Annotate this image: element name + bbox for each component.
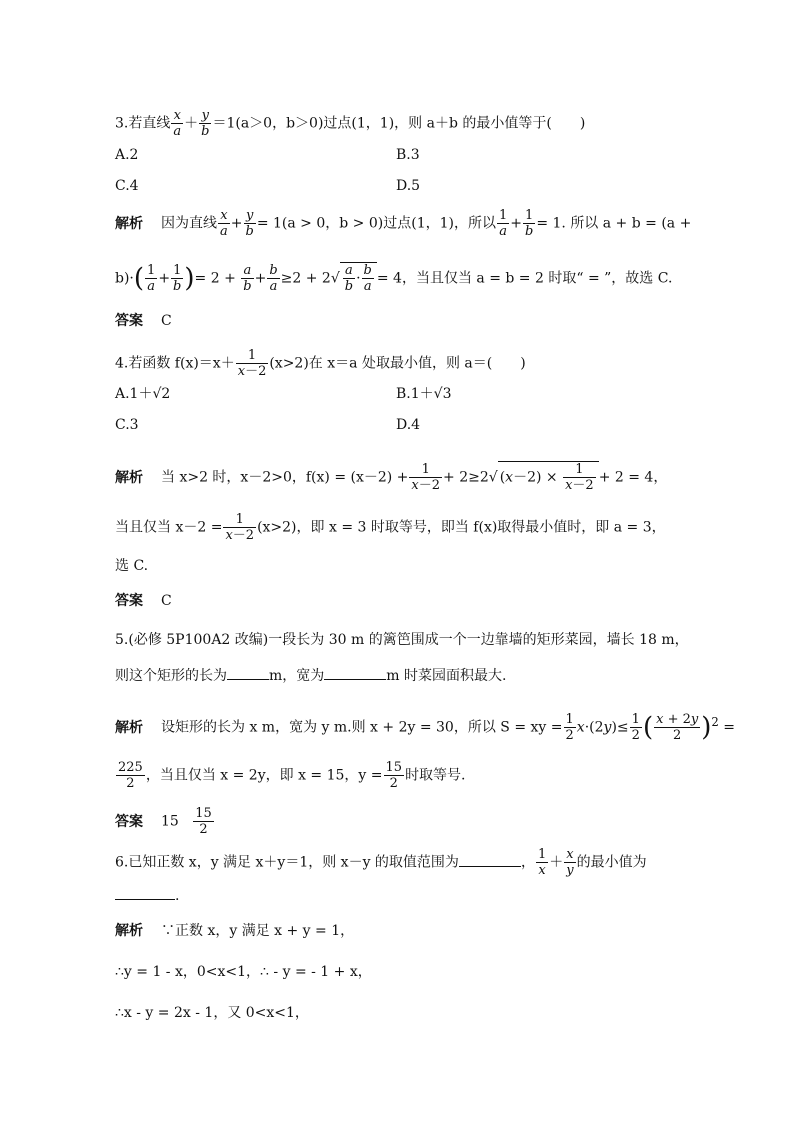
q3-stem: 3.若直线 $\frac{x}{a}$ ＋ $\frac{y}{b}$ ＝1(a＞0，b＞0)过点(1，1)，则 a＋b 的最小值等于( ) (115, 108, 586, 139)
q3-option-c[interactable]: C.4 (115, 178, 139, 194)
q3-option-a[interactable]: A.2 (115, 147, 139, 163)
fraction-x-over-a: $\frac{x}{a}$ (173, 108, 182, 139)
q4-option-d[interactable]: D.4 (396, 417, 421, 433)
q6-stem-line2: . (115, 885, 179, 906)
q5-answer: 答案 15 $\frac{15}{2}$ (115, 806, 212, 837)
q3-option-b[interactable]: B.3 (396, 147, 420, 163)
q5-stem-line2: 则这个矩形的长为 m，宽为 m 时菜园面积最大. (115, 665, 506, 686)
q6-solution-line1: 解析 ∵正数 x，y 满足 x + y = 1， (115, 923, 355, 939)
q4-option-b[interactable]: B.1＋√3 (396, 386, 452, 402)
q5-solution-line2: $\frac{225}{2}$ ，当且仅当 x = 2y，即 x = 15，y = $\frac{15}{2}$ 时取等号. (118, 760, 466, 791)
fraction-y-over-b: $\frac{y}{b}$ (201, 108, 210, 139)
answer-label: 答案 (115, 313, 143, 329)
answer-blank[interactable] (115, 885, 175, 900)
q3-solution-line1: 解析 因为直线 $\frac{x}{a}$ + $\frac{y}{b}$ = 1(a > 0，b > 0)过点(1，1)，所以 $\frac{1}{a}$ + $\frac{1}{b}$ = 1. 所以 a + b = (a + (115, 208, 692, 239)
q6-solution-line3: ∴x - y = 2x - 1，又 0<x<1， (115, 1005, 309, 1021)
q6-stem-line1: 6.已知正数 x，y 满足 x＋y＝1，则 x－y 的取值范围为 ， $\frac{1}{x}$ ＋ $\frac{x}{y}$ 的最小值为 (115, 847, 647, 878)
q4-answer: 答案 C (115, 593, 172, 609)
answer-blank[interactable] (324, 665, 386, 680)
q5-solution-line1: 解析 设矩形的长为 x m，宽为 y m.则 x + 2y = 30，所以 S = xy = $\frac{1}{2}$ x·(2y)≤ $\frac{1}{2}$ ( $\frac{x + 2y}{2}$ )$^2$ = (115, 712, 735, 744)
q6-solution-line2: ∴y = 1 - x，0<x<1，∴ - y = - 1 + x， (115, 964, 372, 980)
q4-solution-line3: 选 C. (115, 558, 149, 574)
answer-blank[interactable] (459, 852, 521, 867)
q4-option-c[interactable]: C.3 (115, 417, 139, 433)
q3-option-d[interactable]: D.5 (396, 178, 421, 194)
q4-option-a[interactable]: A.1＋√2 (115, 386, 171, 402)
q3-answer: 答案 C (115, 313, 172, 329)
answer-blank[interactable] (227, 665, 269, 680)
jiexi-label: 解析 (115, 215, 143, 232)
q5-stem-line1: 5.(必修 5P100A2 改编)一段长为 30 m 的篱笆围成一个一边靠墙的矩形菜园，墙长 18 m， (115, 632, 689, 648)
q3-solution-line2: b)·( $\frac{1}{a}$ + $\frac{1}{b}$ )= 2 + $\frac{a}{b}$ + $\frac{b}{a}$ ≥2 + 2√ $\frac{a}{b}$ · $\frac{b}{a}$ = 4，当且仅当 a = b = 2 时取“ = ”，故选 C. (115, 263, 673, 294)
q4-solution-line1: 解析 当 x>2 时，x－2>0，f(x) = (x－2) + $\frac{1}{x-2}$ + 2≥2√ (x－2) × $\frac{1}{x-2}$ + 2 = 4， (115, 462, 668, 493)
q4-solution-line2: 当且仅当 x－2 = $\frac{1}{x-2}$ (x>2)，即 x = 3 时取等号，即当 f(x)取得最小值时，即 a = 3， (115, 512, 666, 543)
q4-stem: 4.若函数 f(x)＝x＋ $\frac{1}{x-2}$ (x>2)在 x＝a 处取最小值，则 a＝( ) (115, 348, 526, 379)
